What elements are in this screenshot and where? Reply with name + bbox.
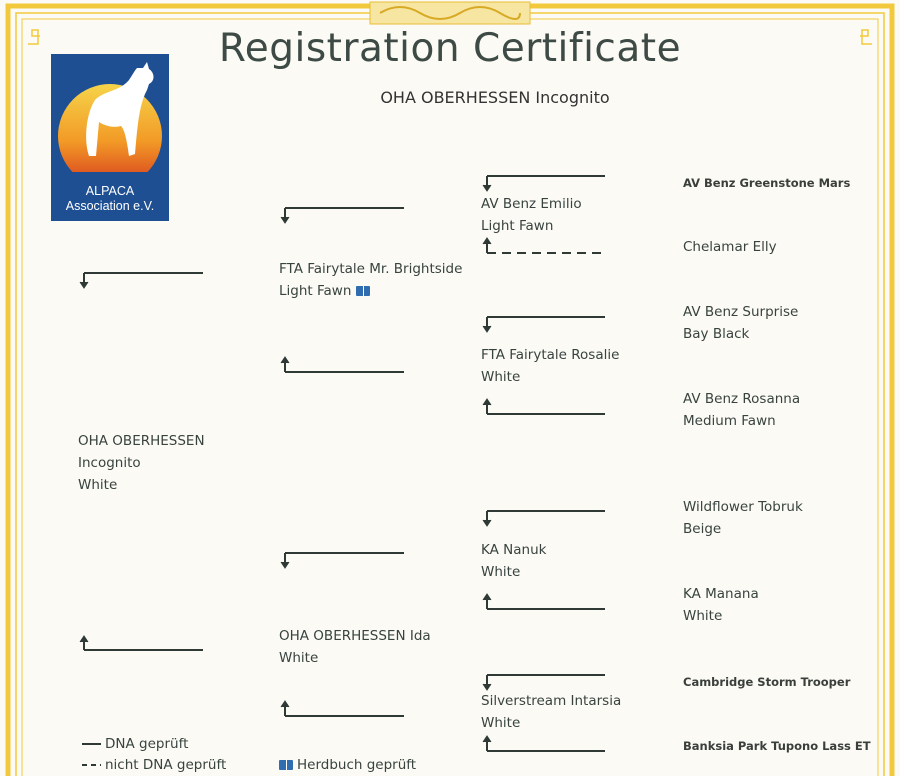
sire-dam-name: FTA Fairytale Rosalie	[481, 347, 620, 363]
animal-name-heading: OHA OBERHESSEN Incognito	[380, 88, 610, 107]
sire-color: Light Fawn	[279, 283, 352, 299]
page-title: Registration Certificate	[218, 26, 682, 71]
sire-name: FTA Fairytale Mr. Brightside	[279, 261, 463, 277]
legend-dna-tested: DNA geprüft	[105, 736, 189, 752]
ggp-color: Beige	[683, 521, 722, 537]
dam-sire-name: KA Nanuk	[481, 542, 547, 558]
dam-sire-color: White	[481, 564, 521, 580]
legend-herdbook-label: Herdbuch geprüft	[297, 757, 417, 773]
legend-herdbook	[279, 754, 416, 776]
ggp-name: AV Benz Greenstone Mars	[683, 176, 851, 190]
subject-name-line1: OHA OBERHESSEN	[78, 433, 205, 449]
dam-dam-name: Silverstream Intarsia	[481, 693, 622, 709]
legend-not-dna-tested: nicht DNA geprüft	[105, 757, 227, 773]
logo-line2: Association e.V.	[65, 199, 155, 213]
ggp-color: Bay Black	[683, 326, 750, 342]
ggp-color: White	[683, 608, 723, 624]
ggp-name: Cambridge Storm Trooper	[683, 675, 851, 689]
logo-line1: ALPACA	[85, 184, 135, 198]
sire-sire-name: AV Benz Emilio	[481, 196, 582, 212]
dam-dam-color: White	[481, 715, 521, 731]
ggp-name: Banksia Park Tupono Lass ET	[683, 739, 871, 753]
dam-name: OHA OBERHESSEN Ida	[279, 628, 431, 644]
sire-dam-color: White	[481, 369, 521, 385]
ggp-name: KA Manana	[683, 586, 759, 602]
ggp-name: AV Benz Rosanna	[683, 391, 801, 407]
ggp-name: Chelamar Elly	[683, 239, 777, 255]
sire-sire-color: Light Fawn	[481, 218, 554, 234]
ggp-name: Wildflower Tobruk	[683, 499, 803, 515]
ggp-color: Medium Fawn	[683, 413, 776, 429]
subject-color: White	[78, 477, 118, 493]
ggp-name: AV Benz Surprise	[683, 304, 799, 320]
subject-name-line2: Incognito	[78, 455, 141, 471]
herdbook-icon	[279, 760, 293, 770]
dam-color: White	[279, 650, 319, 666]
